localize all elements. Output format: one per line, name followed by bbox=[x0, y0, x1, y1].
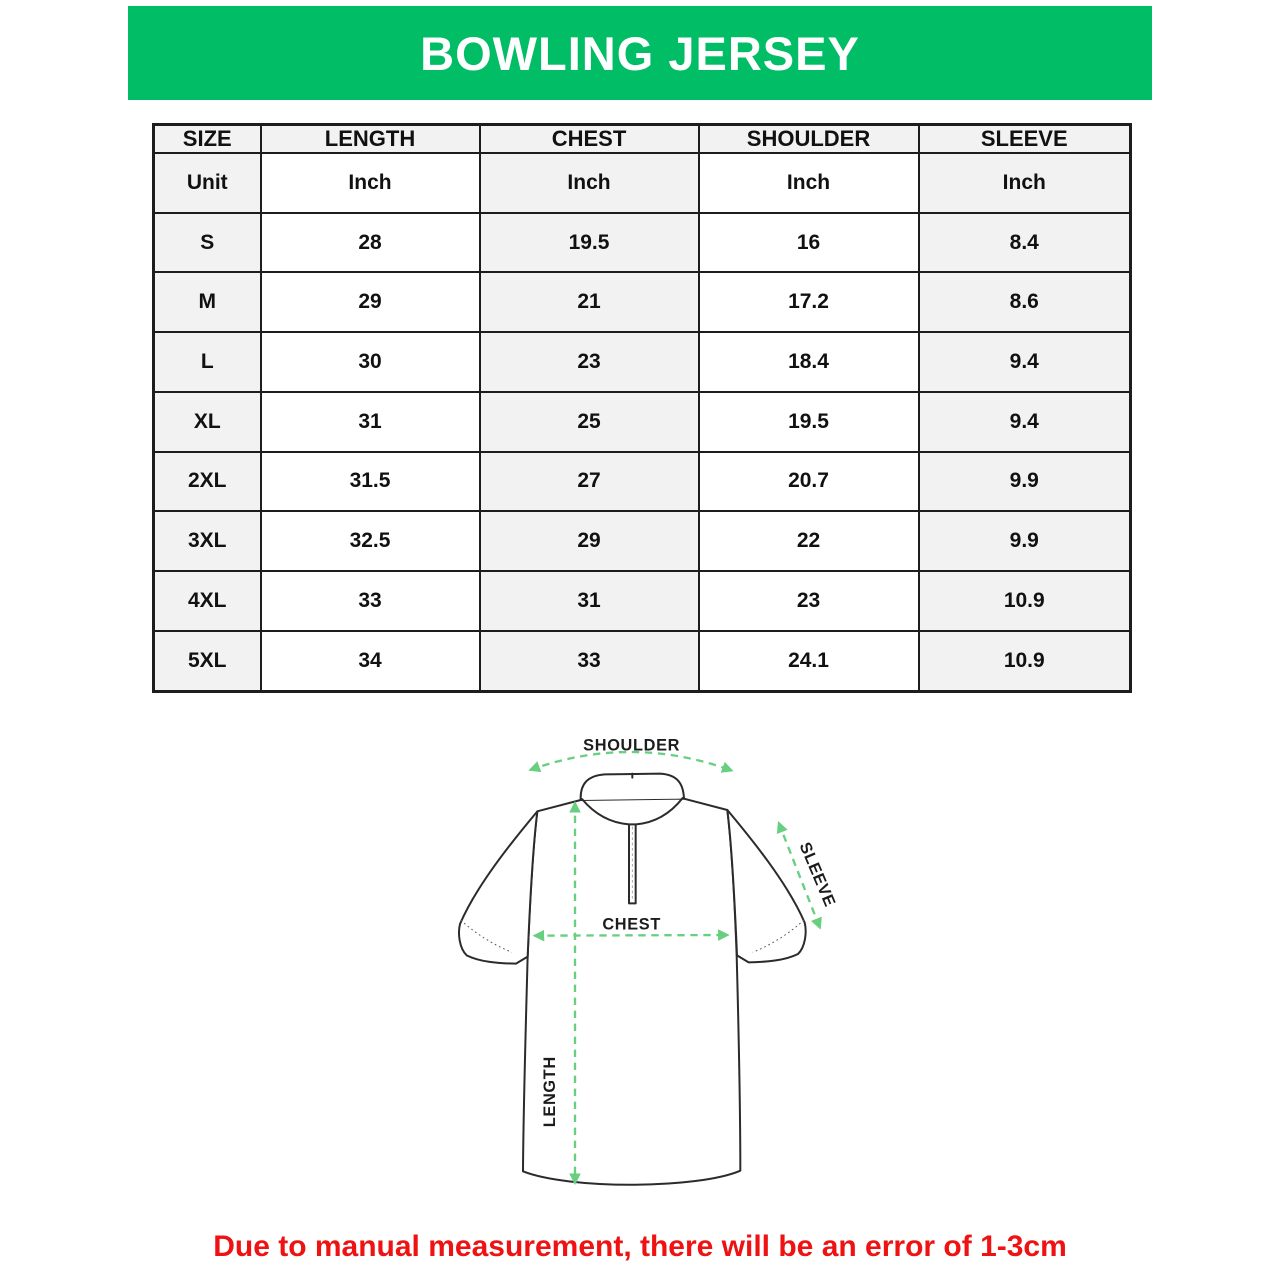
size-cell: S bbox=[154, 213, 261, 273]
col-header-size: SIZE bbox=[154, 125, 261, 154]
measurement-cell: 17.2 bbox=[699, 272, 919, 332]
col-header-length: LENGTH bbox=[261, 125, 480, 154]
length-label: LENGTH bbox=[541, 1056, 559, 1128]
size-cell: 4XL bbox=[154, 571, 261, 631]
table-row bbox=[154, 452, 1131, 512]
measurement-cell: 9.4 bbox=[919, 392, 1131, 452]
size-chart-table bbox=[152, 123, 1132, 693]
sleeve-label: SLEEVE bbox=[795, 839, 839, 910]
measurement-cell: 33 bbox=[261, 571, 480, 631]
size-cell: M bbox=[154, 272, 261, 332]
measurement-cell: 10.9 bbox=[919, 571, 1131, 631]
size-cell: L bbox=[154, 332, 261, 392]
unit-label-cell: Unit bbox=[154, 153, 261, 213]
col-header-shoulder: SHOULDER bbox=[699, 125, 919, 154]
measurement-cell: 33 bbox=[480, 631, 699, 692]
measurement-cell: 9.4 bbox=[919, 332, 1131, 392]
measurement-cell: 19.5 bbox=[699, 392, 919, 452]
measurement-cell: 30 bbox=[261, 332, 480, 392]
measurement-cell: 27 bbox=[480, 452, 699, 512]
measurement-cell: 22 bbox=[699, 511, 919, 571]
col-header-chest: CHEST bbox=[480, 125, 699, 154]
measurement-cell: 9.9 bbox=[919, 452, 1131, 512]
table-row bbox=[154, 511, 1131, 571]
col-header-sleeve: SLEEVE bbox=[919, 125, 1131, 154]
measurement-cell: 31 bbox=[480, 571, 699, 631]
table-row bbox=[154, 631, 1131, 692]
measurement-cell: 31 bbox=[261, 392, 480, 452]
measurement-cell: 19.5 bbox=[480, 213, 699, 273]
unit-cell: Inch bbox=[699, 153, 919, 213]
title-banner bbox=[128, 6, 1152, 100]
measurement-cell: 18.4 bbox=[699, 332, 919, 392]
table-row bbox=[154, 332, 1131, 392]
measurement-cell: 34 bbox=[261, 631, 480, 692]
measurement-cell: 16 bbox=[699, 213, 919, 273]
measurement-cell: 21 bbox=[480, 272, 699, 332]
table-row bbox=[154, 213, 1131, 273]
measurement-cell: 31.5 bbox=[261, 452, 480, 512]
size-cell: 5XL bbox=[154, 631, 261, 692]
measurement-cell: 23 bbox=[480, 332, 699, 392]
size-cell: XL bbox=[154, 392, 261, 452]
jersey-right-sleeve bbox=[727, 810, 805, 962]
shoulder-label: SHOULDER bbox=[583, 736, 681, 755]
table-row bbox=[154, 571, 1131, 631]
unit-cell: Inch bbox=[480, 153, 699, 213]
measurement-cell: 25 bbox=[480, 392, 699, 452]
measurement-cell: 24.1 bbox=[699, 631, 919, 692]
measurement-cell: 29 bbox=[261, 272, 480, 332]
table-row bbox=[154, 392, 1131, 452]
measurement-cell: 29 bbox=[480, 511, 699, 571]
chest-label: CHEST bbox=[602, 915, 662, 934]
header-row bbox=[154, 125, 1131, 154]
unit-cell: Inch bbox=[261, 153, 480, 213]
measurement-cell: 32.5 bbox=[261, 511, 480, 571]
measurement-note: Due to manual measurement, there will be an error of 1-3cm bbox=[213, 1230, 1067, 1263]
jersey-outline bbox=[459, 774, 806, 1185]
measurement-cell: 10.9 bbox=[919, 631, 1131, 692]
measurement-cell: 8.4 bbox=[919, 213, 1131, 273]
table-row bbox=[154, 272, 1131, 332]
jersey-left-sleeve bbox=[459, 811, 537, 963]
jersey-measurement-diagram bbox=[430, 700, 861, 1220]
page-title: BOWLING JERSEY bbox=[420, 26, 860, 80]
shoulder-arrow bbox=[530, 752, 732, 771]
measurement-cell: 9.9 bbox=[919, 511, 1131, 571]
measurement-cell: 23 bbox=[699, 571, 919, 631]
size-cell: 3XL bbox=[154, 511, 261, 571]
measurement-cell: 20.7 bbox=[699, 452, 919, 512]
measurement-cell: 8.6 bbox=[919, 272, 1131, 332]
unit-row bbox=[154, 153, 1131, 213]
unit-cell: Inch bbox=[919, 153, 1131, 213]
size-cell: 2XL bbox=[154, 452, 261, 512]
measurement-cell: 28 bbox=[261, 213, 480, 273]
